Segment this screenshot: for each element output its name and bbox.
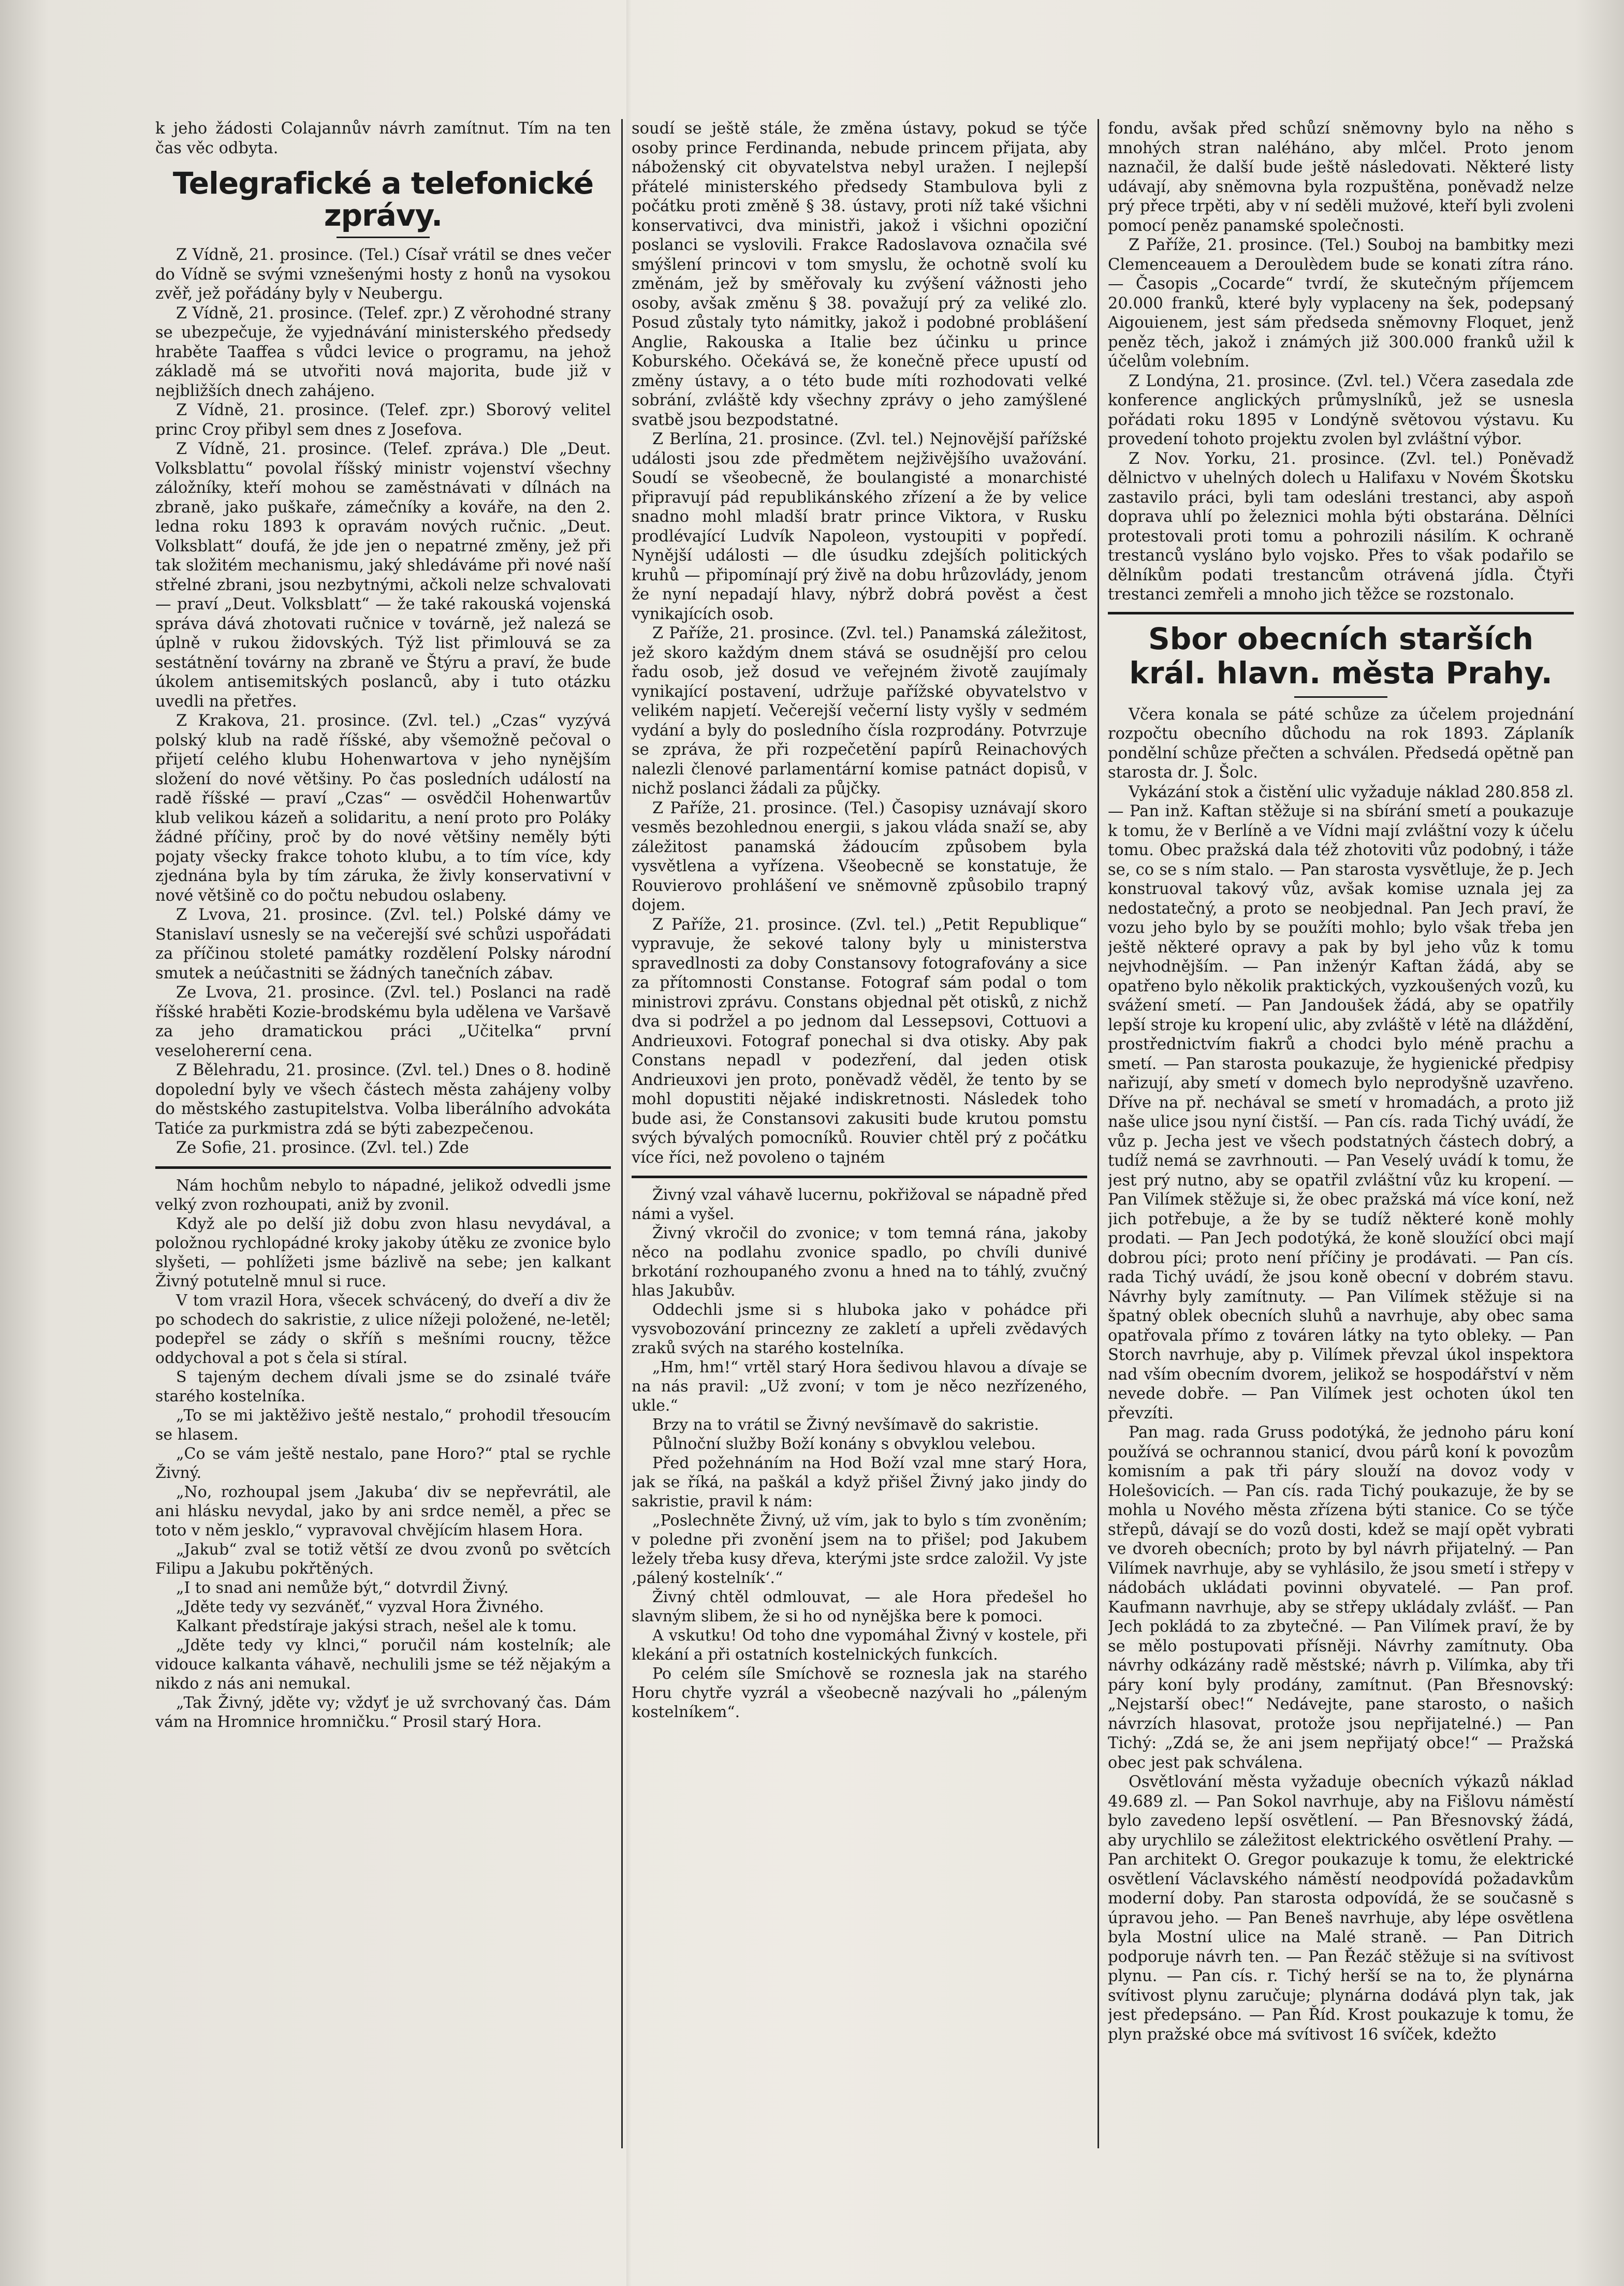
- column-middle: [632, 119, 1087, 2148]
- feuilleton-left: [155, 1176, 611, 1732]
- council-paragraph: Včera konala se páté schůze za účelem projednání rozpočtu obecního důchodu na rok 1893. Záplaník pondělní schůze přečten a schválen. Předsedá opětně pan starosta dr. J. Šolc.: [1108, 705, 1574, 782]
- page-fold-shadow: [626, 0, 632, 2286]
- feuilleton-paragraph: Živný vkročil do zvonice; v tom temná rána, jakoby něco na podlahu zvonice spadlo, po chvíli dunivé brkotání rozhoupaného zvonu a hned na to táhlý, zvučný hlas Jakubův.: [632, 1224, 1087, 1300]
- section-rule: [1108, 612, 1574, 614]
- news-item: Z Paříže, 21. prosince. (Zvl. tel.) Panamská záležitost, jež skoro každým dnem stává se osudnější pro celou řadu osob, jež dosud ve veřejném životě zaujímaly vynikající postavení, udržuje pařížské obyvatelstvo v velikém napjetí. Večerejší večerní listy vyšly v sedmém vydání a byly do posledního čísla rozprodány. Potvrzuje se zpráva, že při rozpečetění papírů Reinachových nalezli členové parlamentární komise patnáct dopisů, v nichž poslanci žádali za půjčky.: [632, 624, 1087, 798]
- feuilleton-middle: [632, 1185, 1087, 1722]
- news-item: Z Paříže, 21. prosince. (Zvl. tel.) „Petit Republique“ vypravuje, že sekové talony byly u ministerstva spravedlnosti za doby Constansovy fotografovány a sice za přítomnosti Constanse. Fotograf sám podal o tom ministrovi zprávu. Constans objednal pět otisků, z nichž dva si podržel a po jednom dal Lessepsovi, Cottuovi a Andrieuxovi. Fotograf ponechal si dva otisky. Aby pak Constans nepadl v podezření, dal jeden otisk Andrieuxovi jen proto, poněvadž věděl, že tento by se mohl dopustiti nějaké indiskretnosti. Následek toho bude asi, že Constansovi zakusiti bude krutou pomstu svých bývalých pomocníků. Rouvier chtěl prý z počátku více říci, než povoleno o tajném: [632, 915, 1087, 1167]
- feuilleton-paragraph: Živný chtěl odmlouvat, — ale Hora předešel ho slavným slibem, že si ho od nynějška bere k pomoci.: [632, 1588, 1087, 1625]
- feuilleton-paragraph: Nám hochům nebylo to nápadné, jelikož odvedli jsme velký zvon rozhoupati, aniž by zvonil.: [155, 1176, 611, 1214]
- feuilleton-paragraph: Oddechli jsme si s hluboka jako v pohádce při vysvobozování princezny ze zakletí a upřeli zvědavých zraků svých na starého kostelníka.: [632, 1301, 1087, 1357]
- column-right: [1108, 119, 1574, 2148]
- news-item: Ze Lvova, 21. prosince. (Zvl. tel.) Poslanci na radě říšské hraběti Kozie-brodskému byla udělena ve Varšavě za jeho dramatickou práci „Učitelka“ první veselohererní cena.: [155, 984, 611, 1060]
- news-item: Z Lvova, 21. prosince. (Zvl. tel.) Polské dámy ve Stanislaví usnesly se na večerejší své schůzi uspořádati za příčinou stoleté památky rozdělení Polsky národní smutek a neúčastniti se žádných tanečních zábav.: [155, 906, 611, 983]
- intro-paragraph: soudí se ještě stále, že změna ústavy, pokud se týče osoby prince Ferdinanda, nebude princem přijata, aby náboženský cit obyvatelstva nebyl uražen. I nejlepší přátelé ministerského předsedy Stambulova byli z počátku proti změně § 38. ústavy, proti níž také všichni konservativci, dva ministři, jakož i všichni opoziční poslanci se vyslovili. Frakce Radoslavova označila své smýšlení princovi v tom smyslu, že ochotně svolí ku změnám, jež by směřovaly ku zvýšení vážnosti jeho osoby, avšak změnu § 38. považují prý za veliké zlo. Posud zůstaly tyto námitky, jakož i podobné problášení Anglie, Rakouska a Italie bez účinku u prince Koburského. Očekává se, že konečně přece upustí od změny ústavy, a o této bude míti rozhodovati velké sobrání, zvláště kdy všechny zprávy o jeho zamýšlené svatbě jsou bezpodstatné.: [632, 120, 1087, 429]
- news-item: Z Vídně, 21. prosince. (Telef. zpr.) Sborový velitel princ Croy přibyl sem dnes z Josefova.: [155, 401, 611, 439]
- feuilleton-paragraph: „Jděte tedy vy sezváněť,“ vyzval Hora Živného.: [176, 1598, 544, 1616]
- news-item: Z Krakova, 21. prosince. (Zvl. tel.) „Czas“ vyzývá polský klub na radě říšské, aby všemožně pečoval o přijetí celého klubu Hohenwartova v jeho nynějším složení do nové většiny. Po čas posledních událostí na radě říšské — praví „Czas“ — osvědčil Hohenwartův klub velikou kázeň a solidaritu, a není proto pro Poláky žádné příčiny, proč by do nové většiny neměly býti pojaty všecky frakce tohoto klubu, a to tím více, kdy zjednána byla by tím záruka, že živly konservativní v nové většině co do počtu nebudou oslabeny.: [155, 712, 611, 905]
- feuilleton-paragraph: Po celém síle Smíchově se roznesla jak na starého Horu chytře vyzrál a všeobecně nazývali ho „páleným kostelníkem“.: [632, 1665, 1087, 1721]
- council-paragraph: Vykázání stok a čistění ulic vyžaduje náklad 280.858 zl. — Pan inž. Kaftan stěžuje si na sbírání smetí a poukazuje k tomu, že v Berlíně a ve Vídni mají zvláštní vozy k účelu tomu. Obec pražská dala též zhotoviti vůz podobný, i táže se, co se s ním stalo. — Pan starosta vysvětluje, že p. Jech konstruoval takový vůz, avšak komise uznala jej za nedostatečný, a proto se neobjednal. Pan Jech praví, že vozu jeho bylo by se použíti mohlo; bylo však třeba jen ještě některé opravy a pak by byl jeho vůz k tomu nejvhodnějším. — Pan inženýr Kaftan žádá, aby se opatřeno bylo několik praktických, vyzkoušených vozů, ku svážení smetí. — Pan Jandoušek žádá, aby se opatřily lepší stroje ku kropení ulic, aby zvláště v létě na dláždění, prostřednictvím fiakrů a chodci bylo méně prachu a smetí. — Pan starosta poukazuje, že hygienické předpisy nařizují, aby smetí v domech bylo neprodyšně uzavřeno. Dříve na př. nechával se smetí v hromadách, a proto již naše ulice jsou nyní čistší. — Pan cís. rada Tichý uvádí, že vůz p. Jecha jest ve všech podstatných částech dobrý, a tudíž nemá se zavrhnouti. — Pan Veselý uvádí k tomu, že jest prý nutno, aby se opatřil zvláštní vůz ku kropení. — Pan Vilímek stěžuje si, že obec pražská má více koní, než jich potřebuje, a že by se tudíž některé koně mohly prodati. — Pan Jech podotýká, že koně sloužící obci mají dobrou píci; proto není příčiny je prodávati. — Pan cís. rada Tichý uvádí, že jsou koně obecní v dobrém stavu. Návrhy byly zamítnuty. — Pan Vilímek stěžuje si na špatný oblek obecních sluhů a navrhuje, aby obec sama opatřovala přímo z továren látky na tyto obleky. — Pan Storch navrhuje, aby p. Vilímek převzal úkol inspektora nad vším obecním dvorem, jelikož se hospodářství v něm nevede dobře. — Pan Vilímek jest ochoten úkol ten převzíti.: [1108, 783, 1574, 1423]
- feuilleton-paragraph: Před požehnáním na Hod Boží vzal mne starý Hora, jak se říká, na paškál a když přišel Živný jako jindy do sakristie, pravil k nám:: [632, 1454, 1087, 1511]
- column-divider: [1098, 119, 1099, 2148]
- news-item: Z Vídně, 21. prosince. (Tel.) Císař vrátil se dnes večer do Vídně se svými vznešenými hosty z honů na vysokou zvěř, jež pořádány byly v Neubergu.: [155, 246, 611, 303]
- news-item: Z Nov. Yorku, 21. prosince. (Zvl. tel.) Poněvadž dělnictvo v uhelných dolech u Halifaxu v Novém Škotsku zastavilo práci, byli tam odesláni trestanci, aby aspoň doprava uhlí po železnici mohla býti obstarána. Dělníci protestovali proti tomu a pohrozili násilím. K ochraně trestanců vysláno bylo vojsko. Přes to však podařilo se dělníkům podati trestancům otrávená jídla. Čtyři trestanci zemřeli a mnoho jich těžce se rozstonalo.: [1108, 449, 1574, 604]
- feuilleton-paragraph: Půlnoční služby Boží konány s obvyklou velebou.: [652, 1435, 1036, 1453]
- feuilleton-paragraph: V tom vrazil Hora, všecek schvácený, do dveří a div že po schodech do sakristie, z ulice nížeji položené, ne-letěl; podepřel se zády o skříň s mešními roucny, těžce oddychoval a pot s čela si stíral.: [155, 1291, 611, 1367]
- news-item: Z Paříže, 21. prosince. (Tel.) Časopisy uznávají skoro vesměs bezohlednou energii, s jakou vláda snaží se, aby záležitost panamská žádoucím způsobem byla vysvětlena a vyřízena. Všeobecně se konstatuje, že Rouvierovo prohlášení ve sněmovně způsobilo trapný dojem.: [632, 799, 1087, 914]
- feuilleton-paragraph: „Jakub“ zval se totiž větší ze dvou zvonů po světcích Filipu a Jakubu pokřtěných.: [155, 1540, 611, 1578]
- heading-rule: [1294, 696, 1387, 698]
- council-paragraph: Pan mag. rada Gruss podotýká, že jednoho páru koní používá se ochrannou stanicí, dvou párů koní k povozům komisním a pak tři páry slouží na dovoz vody v Holešovicích. — Pan cís. rada Tichý poukazuje, že by se mohla u Nového města zřízena býti stanice. Co se týče střepů, dávají se do vozů dosti, kdež se mají opět vybrati ve dvoreh obecních; proto by byl návrh přijatelný. — Pan Vilímek navrhuje, aby se vyhlásilo, že jsou smetí i střepy v nádobách ukládati povinni obyvatelé. — Pan prof. Kaufmann navrhuje, aby se střepy ukládaly zvlášť. — Pan Jech pokládá to za zbytečné. — Pan Vilímek praví, že by se mělo postupovati přísněji. Návrhy zamítnuty. Oba návrhy odkázány radě městské; návrh p. Vilímka, aby tři páry koní byly prodány, zamítnut. (Pan Břesnovský: „Nejstarší obec!“ Nedávejte, pane starosto, o našich návrzích hlasovat, protože jsou nepřijatelné.) — Pan Tichý: „Zdá se, že ani jsem nepřijatý obce!“ — Pražská obec jest pak schválena.: [1108, 1424, 1574, 1772]
- feuilleton-rule: [632, 1176, 1087, 1178]
- intro-paragraph: fondu, avšak před schůzí sněmovny bylo na něho s mnohých stran naléháno, aby mlčel. Proto jenom naznačil, že další bude ještě následovati. Některé listy udávají, aby sněmovna byla rozpuštěna, poněvadž nelze prý přece trpěti, aby v ní seděli mužové, kteří byli zvoleni pomocí peněz panamské společnosti.: [1108, 120, 1574, 235]
- feuilleton-rule: [155, 1166, 611, 1169]
- feuilleton-paragraph: Kalkant předstíraje jakýsi strach, nešel ale k tomu.: [176, 1617, 577, 1635]
- feuilleton-paragraph: „Co se vám ještě nestalo, pane Horo?“ ptal se rychle Živný.: [155, 1444, 611, 1482]
- feuilleton-paragraph: „I to snad ani nemůže být,“ dotvrdil Živný.: [176, 1578, 509, 1597]
- feuilleton-paragraph: „Poslechněte Živný, už vím, jak to bylo s tím zvoněním; v poledne při zvonění jsem na to přišel; pod Jakubem ležely třeba kusy dřeva, kterými jste srdce založil. Vy jste ‚pálený kostelník‘.“: [632, 1512, 1087, 1587]
- feuilleton-paragraph: „To se mi jaktěživo ještě nestalo,“ prohodil třesoucím se hlasem.: [155, 1406, 611, 1444]
- feuilleton-paragraph: „Hm, hm!“ vrtěl starý Hora šedivou hlavou a dívaje se na nás pravil: „Už zvoní; v tom je něco nezřízeného, ukle.“: [632, 1358, 1087, 1415]
- news-item: Z Vídně, 21. prosince. (Telef. zpr.) Z věrohodné strany se ubezpečuje, že vyjednávání ministerského předsedy hraběte Taaffea s vůdci levice o programu, na jehož základě má se utvořiti nová majorita, bude již v nejbližších dnech zahájeno.: [155, 304, 611, 400]
- feuilleton-paragraph: „Tak Živný, jděte vy; vždyť je už svrchovaný čas. Dám vám na Hromnice hromničku.“ Prosil starý Hora.: [155, 1693, 611, 1731]
- feuilleton-paragraph: „Jděte tedy vy klnci,“ poručil nám kostelník; ale vidouce kalkanta váhavě, nechulili jsme se též nějakým a nikdo z nás ani nemukal.: [155, 1636, 611, 1693]
- feuilleton-paragraph: Živný vzal váhavě lucernu, pokřižoval se nápadně před námi a vyšel.: [632, 1186, 1087, 1223]
- news-item: Ze Sofie, 21. prosince. (Zvl. tel.) Zde: [176, 1139, 469, 1157]
- news-item: Z Vídně, 21. prosince. (Telef. zpráva.) Dle „Deut. Volksblattu“ povolal říšský ministr vojenství všechny záložníky, kteří mohou se zaměstnávati v dílnách na zbraně, jako puškaře, zámečníky a kováře, na den 2. ledna roku 1893 k opravám nových ručnic. „Deut. Volksblatt“ doufá, že jde jen o nepatrné změny, jež při tak složitém mechanismu, jaký shledáváme při nové naší střelné zbrani, jsou nezbytnými, ačkoli nelze schvalovati — praví „Deut. Volksblatt“ — že také rakouská vojenská správa dává zhotovati ručnice v továrně, jež nalezá se úplně v rukou židovských. Týž list přimlouvá se za sestátnění továrny na zbraně ve Štýru a praví, že bude úkolem antisemitských poslanců, aby i tuto otázku uvedli na přetřes.: [155, 440, 611, 711]
- feuilleton-paragraph: Brzy na to vrátil se Živný nevšímavě do sakristie.: [652, 1416, 1040, 1434]
- feuilleton-paragraph: Když ale po delší již dobu zvon hlasu nevydával, a položnou rychlopádné kroky jakoby útěku ze zvonice bylo slyšeti, — pohlížeti jsme bázlivě na sebe; jen kalkant Živný potutelně mnul si ruce.: [155, 1214, 611, 1291]
- feuilleton-paragraph: „No, rozhoupal jsem ‚Jakuba‘ div se nepřevrátil, ale ani hlásku nevydal, jako by ani srdce neměl, a přec se toto v něm jesklo,“ vypravoval chvějícím hlasem Hora.: [155, 1483, 611, 1540]
- section-heading-telegrams: Telegrafické a telefonické zprávy.: [172, 166, 594, 233]
- feuilleton-paragraph: S tajeným dechem dívali jsme se do zsinalé tváře starého kostelníka.: [155, 1368, 611, 1405]
- intro-paragraph: k jeho žádosti Colajannův návrh zamítnut. Tím na ten čas věc odbyta.: [155, 120, 611, 157]
- column-left: [155, 119, 611, 2148]
- council-paragraph: Osvětlování města vyžaduje obecních výkazů náklad 49.689 zl. — Pan Sokol navrhuje, aby na Fišlovu náměstí bylo zavedeno lepší osvětlení. — Pan Břesnovský žádá, aby urychlilo se záležitost elektrického osvětlení Prahy. — Pan architekt O. Gregor poukazuje k tomu, že elektrické osvětlení Václavského náměstí neodpovídá požadavkům moderní doby. Pan starosta odpovídá, že se současně s úpravou jeho. — Pan Beneš navrhuje, aby lépe osvětlena byla Mostní ulice na Malé straně. — Pan Ditrich podporuje návrh ten. — Pan Řezáč stěžuje si na svítivost plynu. — Pan cís. r. Tichý herší se na to, že plynárna svítivost plynu zaručuje; plynárna dodává plyn tak, jak jest předepsáno. — Pan Říd. Krost poukazuje k tomu, že plyn pražské obce má svítivost 16 svíček, kdežto: [1108, 1773, 1574, 2044]
- news-item: Z Londýna, 21. prosince. (Zvl. tel.) Včera zasedala zde konference anglických průmyslníků, jež se usnesla pořádati roku 1895 v Londýně světovou výstavu. Ku provedení tohoto projektu zvolen byl zvláštní výbor.: [1108, 372, 1574, 448]
- news-item: Z Berlína, 21. prosince. (Zvl. tel.) Nejnovější pařížské události jsou zde předmětem nejživějšího uvažování. Soudí se všeobecně, že boulangisté a monarchisté připravují pád republikánského zřízení a že by velice snadno mohl mladší bratr prince Viktora, v Rusku prodlévající Ludvík Napoleon, vystoupiti v popředí. Nynější události — dle úsudku zdejších politických kruhů — připomínají prý živě na dobu hrůzovlády, jenom že nyní nepadají hlavy, nýbrž dobrá pověst a čest vynikajících osob.: [632, 430, 1087, 623]
- column-divider: [621, 119, 623, 2148]
- heading-rule: [336, 237, 430, 238]
- news-item: Z Bělehradu, 21. prosince. (Zvl. tel.) Dnes o 8. hodině dopolední byly ve všech částech města zahájeny volby do městského zastupitelstva. Volba liberálního advokáta Tatiće za purkmistra zdá se býti zabezpečenou.: [155, 1061, 611, 1138]
- news-item: Z Paříže, 21. prosince. (Tel.) Souboj na bambitky mezi Clemenceauem a Deroulèdem bude se konati zítra ráno. — Časopis „Cocarde“ tvrdí, že skutečným příjemcem 20.000 franků, které byly vyplaceny na šek, podepsaný Aigouienem, jest sám předseda sněmovny Floquet, jenž peněz těch, jakož i známých již 300.000 franků užil k účelům volebním.: [1108, 236, 1574, 371]
- feuilleton-paragraph: A vskutku! Od toho dne vypomáhal Živný v kostele, při klekání a při ostatních kostelnických funkcích.: [632, 1626, 1087, 1664]
- section-heading-council: Sbor obecních starších král. hlavn. města Prahy.: [1129, 621, 1553, 691]
